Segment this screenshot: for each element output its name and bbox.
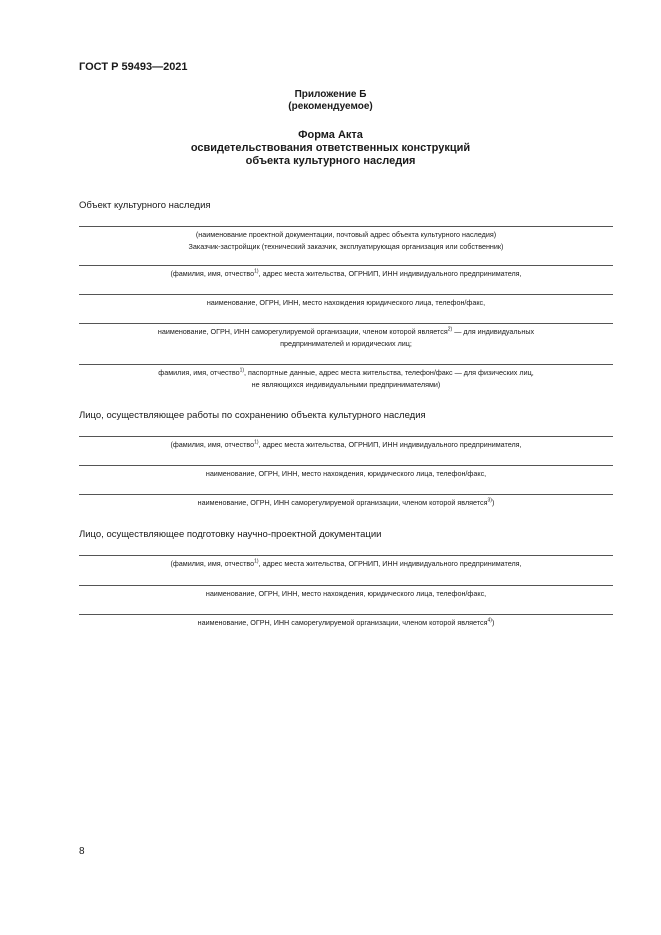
annex-status: (рекомендуемое): [288, 101, 373, 112]
fill-line[interactable]: [79, 614, 613, 615]
section-design-heading: Лицо, осуществляющее подготовку научно-проектной документации: [79, 529, 382, 540]
field-caption: (наименование проектной документации, почтовый адрес объекта культурного наследия) Заказчик-застройщик (технический заказчик, эксплуатирующая организация или собственник): [188, 230, 504, 251]
document-code: ГОСТ Р 59493—2021: [79, 61, 188, 73]
fill-line[interactable]: [79, 323, 613, 324]
fill-line[interactable]: [79, 294, 613, 295]
field-caption: (фамилия, имя, отчество$^{1)}$, адрес места жительства, ОГРНИП, ИНН индивидуального предпринимателя,: [170, 558, 522, 568]
field-caption: (фамилия, имя, отчество$^{1)}$, адрес места жительства, ОГРНИП, ИНН индивидуального предпринимателя,: [170, 268, 522, 278]
section-object-heading: Объект культурного наследия: [79, 200, 211, 211]
fill-line[interactable]: [79, 585, 613, 586]
page-number: 8: [79, 846, 85, 857]
field-caption: наименование, ОГРН, ИНН саморегулируемой организации, членом которой является$^{2)}$ — для индивидуальных предпринимателей и юридических лиц;: [157, 326, 535, 348]
fill-line[interactable]: [79, 494, 613, 495]
field-caption: наименование, ОГРН, ИНН саморегулируемой организации, членом которой является$^{3)}$): [197, 497, 495, 507]
fill-line[interactable]: [79, 436, 613, 437]
field-caption: наименование, ОГРН, ИНН саморегулируемой организации, членом которой является$^{4)}$): [197, 617, 495, 627]
form-title-line-2: освидетельствования ответственных конструкций: [190, 142, 471, 154]
fill-line[interactable]: [79, 364, 613, 365]
fill-line[interactable]: [79, 555, 613, 556]
annex-heading: [0, 89, 661, 113]
form-title: [0, 129, 661, 168]
fill-line[interactable]: [79, 226, 613, 227]
fill-line[interactable]: [79, 265, 613, 266]
field-caption: фамилия, имя, отчество$^{1)}$, паспортные данные, адрес места жительства, телефон/факс — для физических лиц, не являющихся индивидуальными предпринимателями): [158, 367, 534, 389]
form-title-line-1: Форма Акта: [298, 129, 363, 141]
fill-line[interactable]: [79, 465, 613, 466]
field-caption: наименование, ОГРН, ИНН, место нахождения юридического лица, телефон/факс,: [206, 298, 486, 307]
field-caption: (фамилия, имя, отчество$^{1)}$, адрес места жительства, ОГРНИП, ИНН индивидуального предпринимателя,: [170, 439, 522, 449]
field-caption: наименование, ОГРН, ИНН, место нахождения, юридического лица, телефон/факс,: [205, 589, 487, 598]
form-title-line-3: объекта культурного наследия: [245, 155, 416, 167]
field-caption: наименование, ОГРН, ИНН, место нахождения, юридического лица, телефон/факс,: [205, 469, 487, 478]
section-works-heading: Лицо, осуществляющее работы по сохранению объекта культурного наследия: [79, 410, 426, 421]
annex-title: Приложение Б: [294, 89, 367, 100]
